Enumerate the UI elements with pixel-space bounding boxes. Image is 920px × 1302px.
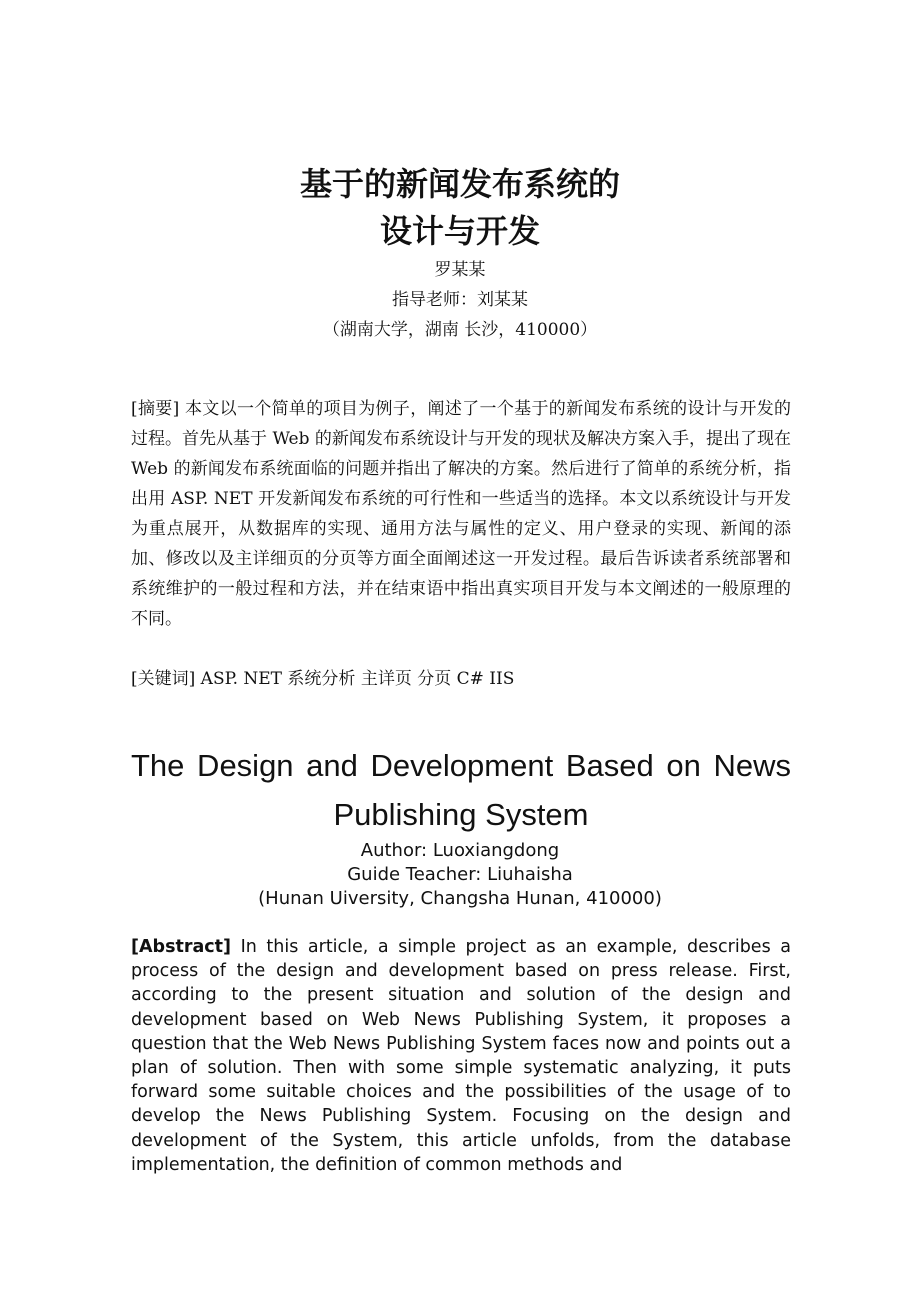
chinese-abstract-text: 本文以一个简单的项目为例子，阐述了一个基于的新闻发布系统的设计与开发的过程。首先从基于 Web 的新闻发布系统设计与开发的现状及解决方案入手，提出了现在 Web 的新闻发布系统面临的问题并指出了解决的方案。然后进行了简单的系统分析，指出用 ASP. NET 开发新闻发布系统的可行性和一些适当的选择。本文以系统设计与开发为重点展开，从数据库的实现、通用方法与属性的定义、用户登录的实现、新闻的添加、修改以及主详细页的分页等方面全面阐述这一开发过程。最后告诉读者系统部署和系统维护的一般过程和方法，并在结束语中指出真实项目开发与本文阐述的一般原理的不同。 [131, 399, 792, 629]
english-guide-teacher: Guide Teacher: Liuhaisha [347, 864, 573, 885]
chinese-keywords: [关键词] ASP. NET 系统分析 主详页 分页 C# IIS [131, 669, 515, 689]
chinese-abstract-label: [摘要] [131, 399, 180, 419]
english-abstract-label: [Abstract] [131, 937, 232, 957]
english-abstract-text: In this article, a simple project as an example, describes a process of the design and development based on press release. First, according to the present situation and solution of the design and development based on Web News Publishing System, it proposes a question that the Web News Publishing System faces now and points out a plan of solution. Then with some simple systematic analyzing, it puts forward some suitable choices and the possibilities of the usage of to develop the News Publishing System. Focusing on the design and development of the System, this article unfolds, from the database implementation, the definition of common methods and [131, 937, 791, 1175]
english-abstract [131, 935, 791, 1180]
english-title-line-2: Publishing System [333, 797, 589, 832]
english-author: Author: Luoxiangdong [360, 840, 560, 861]
chinese-author: 罗某某 [434, 260, 486, 280]
chinese-title-line-1: 基于的新闻发布系统的 [299, 165, 620, 203]
english-title-line-1: The Design and Development Based on News [131, 748, 791, 783]
english-affiliation: (Hunan Uiversity, Changsha Hunan, 410000) [258, 888, 662, 909]
chinese-affiliation: （湖南大学，湖南 长沙，410000） [322, 320, 598, 340]
chinese-guide-teacher: 指导老师：刘某某 [392, 290, 528, 310]
chinese-abstract [131, 394, 791, 634]
chinese-title-line-2: 设计与开发 [379, 212, 540, 250]
